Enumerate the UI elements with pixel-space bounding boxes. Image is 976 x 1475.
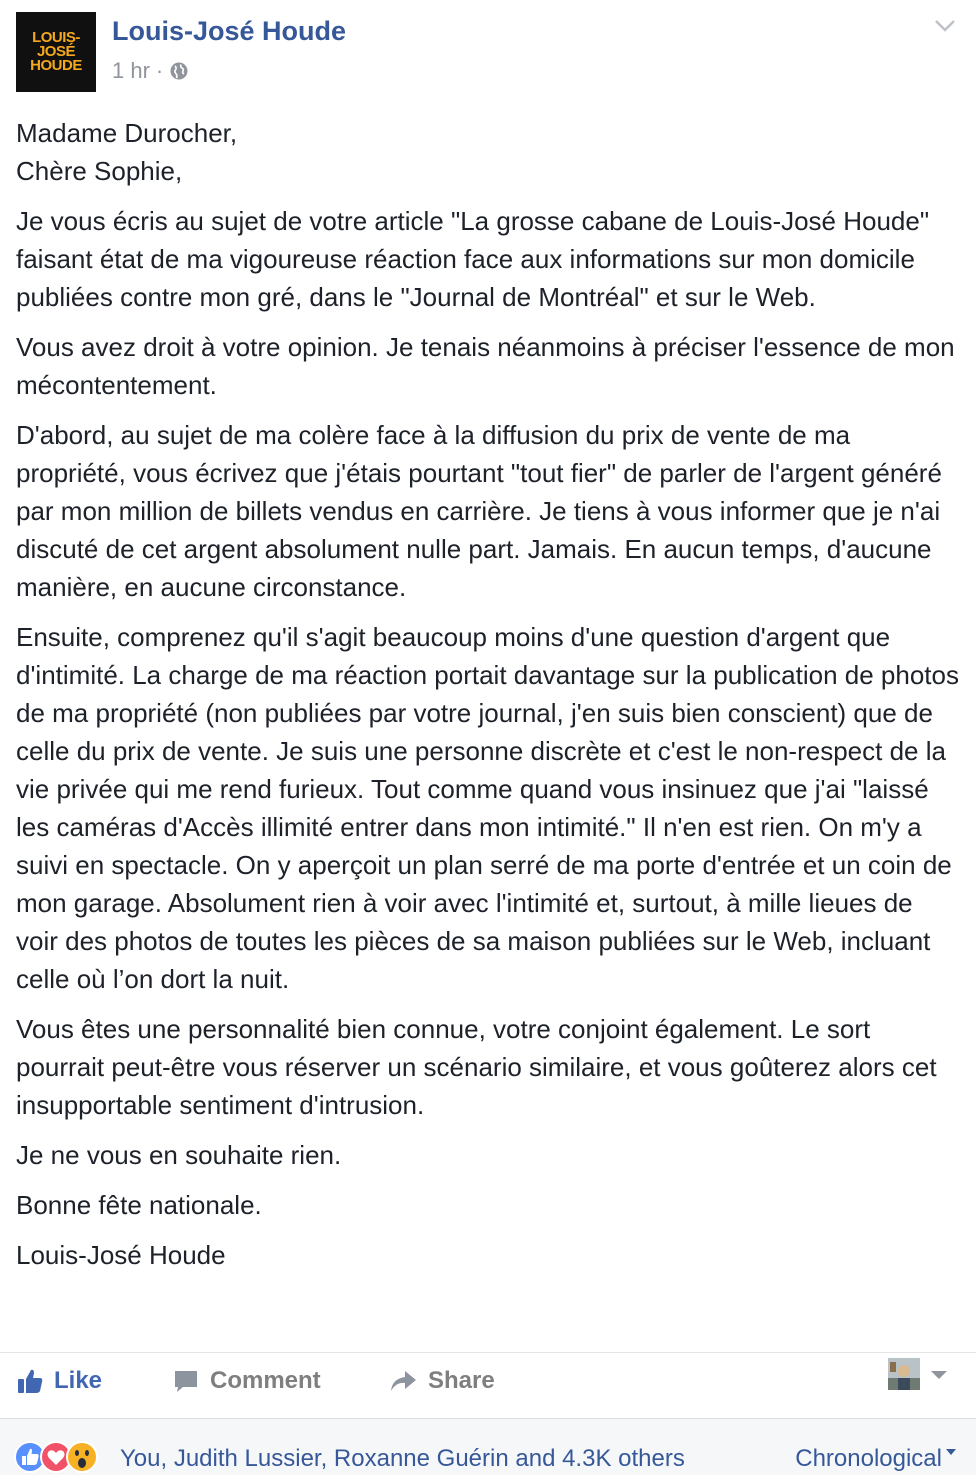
post-body bbox=[16, 114, 960, 1286]
viewer-avatar[interactable] bbox=[888, 1358, 920, 1390]
caret-down-icon bbox=[946, 1449, 956, 1455]
post-paragraph: Madame Durocher, Chère Sophie, bbox=[16, 118, 238, 186]
post-paragraph: Vous êtes une personnalité bien connue, votre conjoint également. Le sort pourrait peut-être vous réserver un scénario similaire, et vous goûterez alors cet insupportable sentiment d'intrusion. bbox=[16, 1014, 937, 1120]
actions-bar bbox=[0, 1352, 976, 1409]
avatar-logo: LOUIS- JOSÉ HOUDE bbox=[30, 29, 82, 74]
post-paragraph: D'abord, au sujet de ma colère face à la diffusion du prix de vente de ma propriété, vous écrivez que j'étais pourtant "tout fier" de parler de l'argent généré par mon million de billets vendus en carrière. Je tiens à vous informer que je n'ai discuté de cet argent absolument nulle part. Jamais. En aucun temps, d'aucune manière, en aucune circonstance. bbox=[16, 420, 942, 602]
caret-down-icon[interactable] bbox=[930, 1370, 948, 1380]
author-name-link[interactable]: Louis-José Houde bbox=[112, 16, 347, 46]
like-button[interactable] bbox=[16, 1361, 102, 1401]
post-signature: Louis-José Houde bbox=[16, 1240, 226, 1270]
post-header bbox=[0, 0, 976, 100]
post-paragraph: Je ne vous en souhaite rien. bbox=[16, 1140, 342, 1170]
wow-reaction-icon bbox=[66, 1441, 98, 1473]
comment-label: Comment bbox=[210, 1367, 321, 1394]
post-paragraph: Ensuite, comprenez qu'il s'agit beaucoup moins d'une question d'argent que d'intimité. La charge de ma réaction portait davantage sur la publication de photos de ma propriété (non publiées par votre journal, j'en suis bien conscient) que de celle du prix de vente. Je suis une personne discrète et c'est le non-respect de la vie privée qui me rend furieux. Tout comme quand vous insinuez que j'ai "laissé les caméras d'Accès illimité entrer dans mon intimité." Il n'en est rien. On m'y a suivi en spectacle. On y aperçoit un plan serré de ma porte d'entrée et un coin de mon garage. Absolument rien à voir avec l'intimité et, surtout, à mille lieues de voir des photos de toutes les pièces de sa maison publiées sur le Web, incluant celle où l’on dort la nuit. bbox=[16, 622, 959, 994]
post-paragraph: Vous avez droit à votre opinion. Je tenais néanmoins à préciser l'essence de mon mécontentement. bbox=[16, 332, 955, 400]
reactors-summary-link[interactable]: You, Judith Lussier, Roxanne Guérin and 4.3K others bbox=[120, 1445, 685, 1472]
share-icon bbox=[388, 1367, 418, 1395]
share-button[interactable] bbox=[388, 1361, 495, 1401]
reactions-bar bbox=[0, 1418, 976, 1475]
comment-icon bbox=[172, 1367, 200, 1395]
reaction-icons[interactable] bbox=[14, 1441, 114, 1473]
chevron-down-icon[interactable] bbox=[934, 18, 956, 34]
share-label: Share bbox=[428, 1367, 495, 1394]
meta-separator: · bbox=[155, 58, 164, 83]
author-avatar[interactable] bbox=[16, 12, 96, 92]
sort-label: Chronological bbox=[795, 1445, 942, 1472]
comment-sort-dropdown[interactable] bbox=[795, 1445, 956, 1473]
globe-icon[interactable] bbox=[169, 61, 189, 81]
comment-button[interactable] bbox=[172, 1361, 321, 1401]
post-timestamp[interactable]: 1 hr bbox=[112, 58, 150, 83]
post-meta bbox=[112, 58, 189, 84]
like-label: Like bbox=[54, 1367, 103, 1394]
post-paragraph: Je vous écris au sujet de votre article "La grosse cabane de Louis-José Houde" faisant état de ma vigoureuse réaction face aux informations sur mon domicile publiées contre mon gré, dans le "Journal de Montréal" et sur le Web. bbox=[16, 206, 930, 312]
post-paragraph: Bonne fête nationale. bbox=[16, 1190, 262, 1220]
thumbs-up-icon bbox=[16, 1367, 44, 1395]
